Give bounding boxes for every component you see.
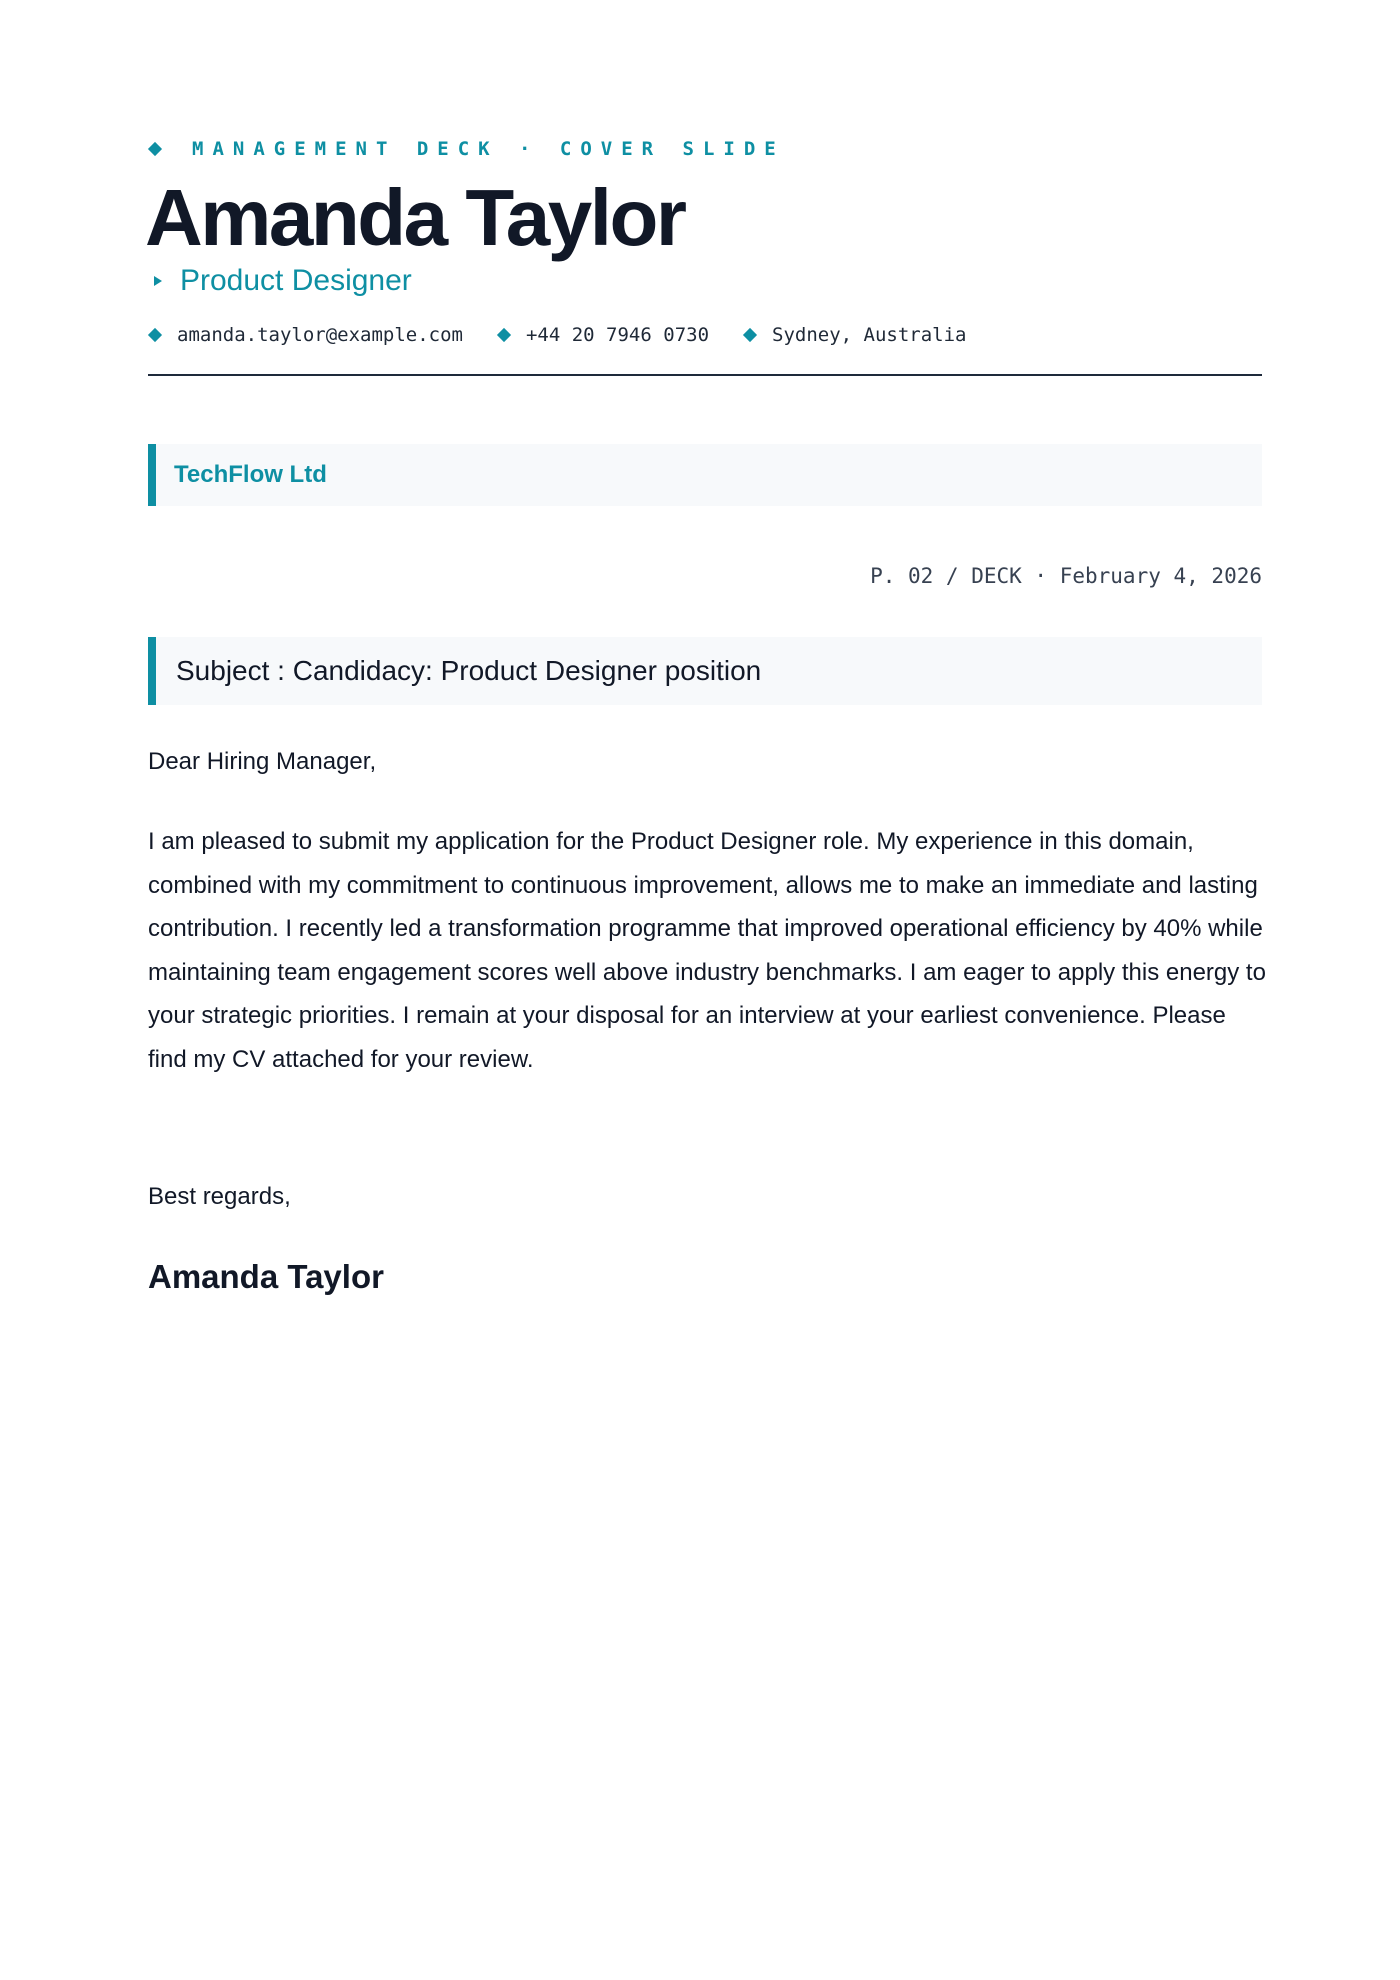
eyebrow-label: MANAGEMENT DECK · COVER SLIDE: [192, 138, 785, 160]
contact-phone: [497, 324, 709, 346]
contact-row: [148, 324, 966, 346]
applicant-name: Amanda Taylor: [145, 173, 685, 262]
location-text: Sydney, Australia: [772, 324, 967, 346]
contact-location: [743, 324, 966, 346]
email-text: amanda.taylor@example.com: [177, 324, 463, 346]
diamond-icon: [743, 328, 757, 342]
salutation: Dear Hiring Manager,: [148, 748, 377, 775]
contact-email: [148, 324, 463, 346]
diamond-icon: [497, 328, 511, 342]
diamond-icon: [148, 328, 162, 342]
recipient-company: TechFlow Ltd: [174, 461, 327, 488]
recipient-box: [148, 444, 1262, 506]
subject-line: Subject : Candidacy: Product Designer position: [148, 637, 1262, 705]
eyebrow: [148, 138, 785, 160]
role-line: [148, 264, 412, 298]
triangle-right-icon: [154, 276, 162, 286]
role-title: Product Designer: [180, 264, 412, 297]
signature-name: Amanda Taylor: [148, 1258, 384, 1295]
letter-body: I am pleased to submit my application for the Product Designer role. My experience in this domain, combined with my commitment to continuous improvement, allows me to make an immediate and lasting contribution. I recently led a transformation programme that improved operational efficiency by 40% while maintaining team engagement scores well above industry benchmarks. I am eager to apply this energy to your strategic priorities. I remain at your disposal for an interview at your earliest convenience. Please find my CV attached for your review.: [148, 828, 1266, 1073]
diamond-icon: [148, 142, 162, 156]
header-divider: [148, 374, 1262, 376]
dateline: P. 02 / DECK · February 4, 2026: [870, 564, 1262, 588]
phone-text: +44 20 7946 0730: [525, 324, 710, 346]
closing: Best regards,: [148, 1183, 291, 1210]
